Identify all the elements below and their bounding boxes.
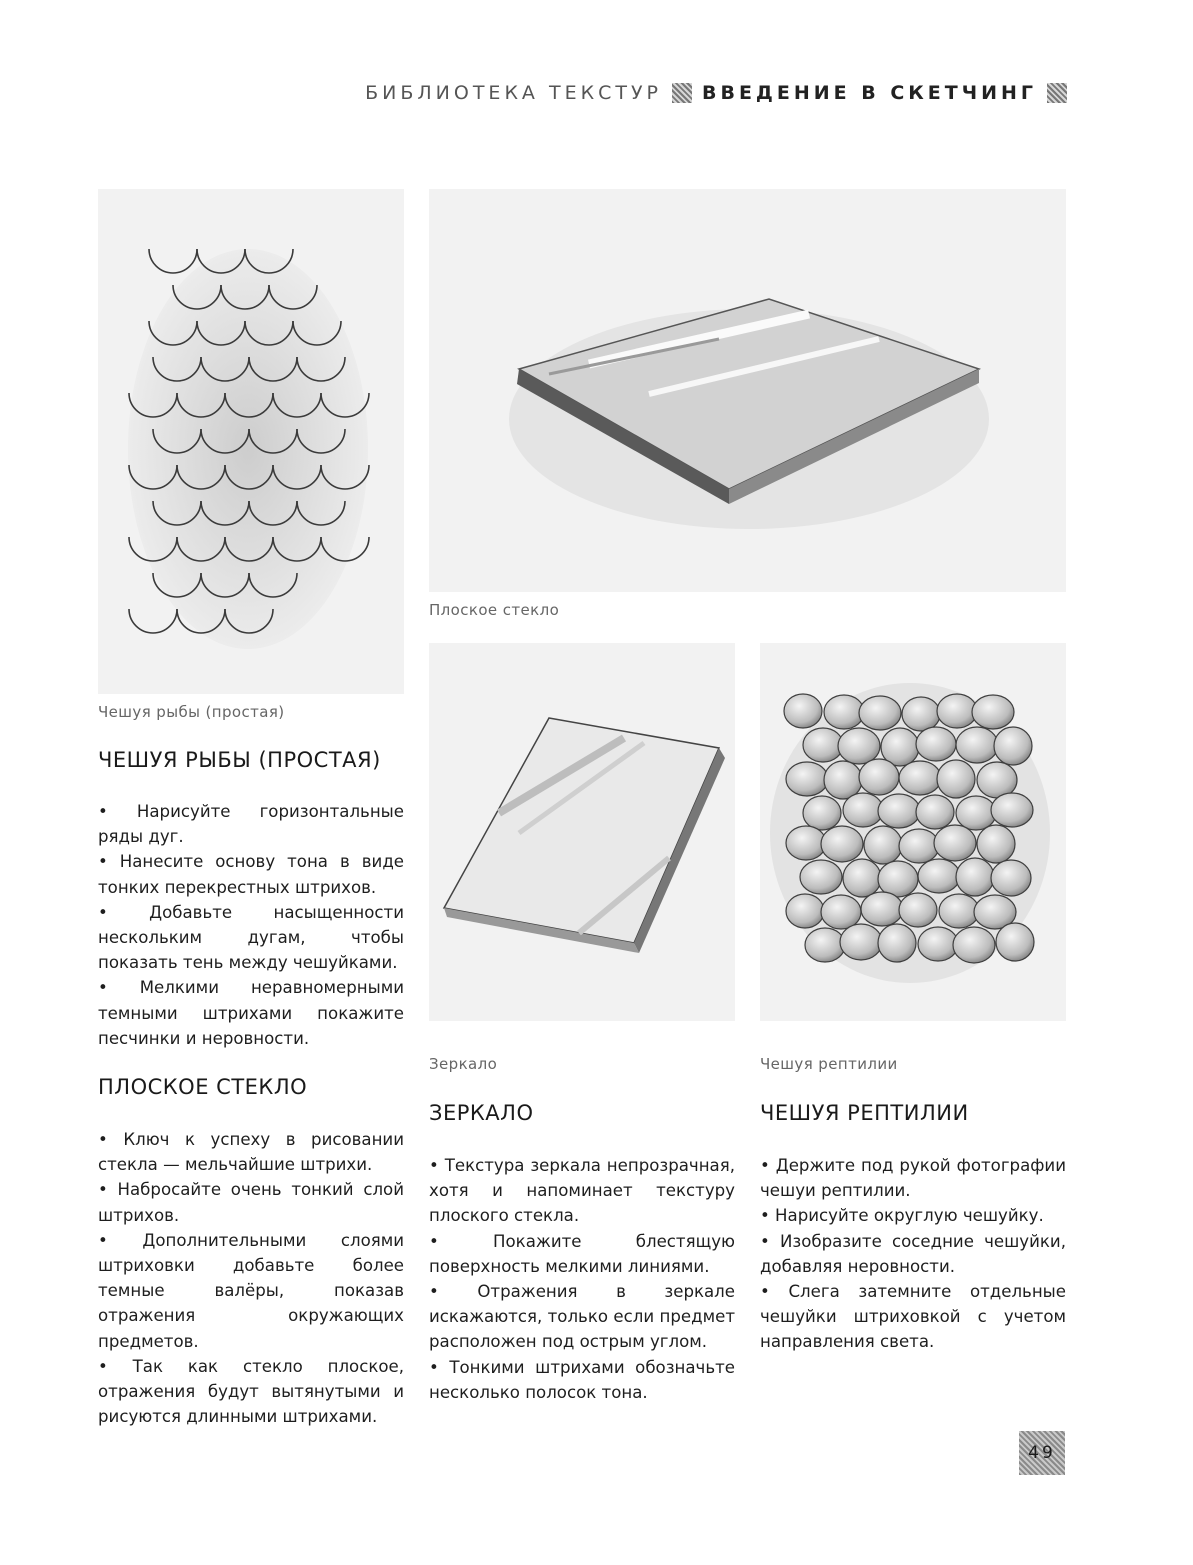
- reptile-scale: [902, 697, 940, 731]
- list-item: • Нарисуйте округлую чешуйку.: [760, 1206, 1044, 1226]
- reptile-scale: [805, 928, 845, 962]
- fish-scales-caption: Чешуя рыбы (простая): [98, 703, 285, 721]
- reptile-scale: [953, 927, 995, 963]
- reptile-scale: [916, 727, 956, 761]
- list-item: • Держите под рукой фотографии чешуи рептилии.: [760, 1156, 1066, 1201]
- reptile-scale: [934, 825, 976, 861]
- reptile-scale: [843, 859, 881, 897]
- reptile-scale: [899, 893, 937, 927]
- list-item: • Изобразите соседние чешуйки, добавляя неровности.: [760, 1231, 1066, 1276]
- reptile-scale: [821, 826, 863, 862]
- reptile-scale: [956, 796, 996, 830]
- reptile-scale: [859, 759, 899, 795]
- reptile-scales-steps: [760, 1153, 1066, 1355]
- flat-glass-caption: Плоское стекло: [429, 601, 560, 619]
- hatch-square-icon: [672, 83, 692, 103]
- reptile-scale: [977, 825, 1015, 863]
- reptile-scale: [994, 727, 1032, 765]
- list-item: • Добавьте насыщенности нескольким дугам, чтобы показать тень между чешуйками.: [98, 902, 404, 973]
- reptile-scale: [918, 927, 958, 961]
- list-item: • Мелкими неравномерными темными штрихами покажите песчинки и неровности.: [98, 978, 404, 1048]
- reptile-scale: [956, 858, 994, 896]
- reptile-scale: [878, 794, 920, 828]
- reptile-scale: [996, 923, 1034, 961]
- reptile-scales-illustration: [760, 643, 1066, 1021]
- list-item: • Отражения в зеркале искажаются, только если предмет расположен под острым углом.: [429, 1282, 735, 1352]
- header-section: БИБЛИОТЕКА ТЕКСТУР: [365, 82, 662, 104]
- reptile-scale: [843, 793, 883, 827]
- page-number: 49: [1019, 1431, 1065, 1475]
- reptile-scale: [916, 795, 954, 829]
- mirror-drawing: [429, 643, 735, 1021]
- reptile-scale: [824, 761, 862, 799]
- reptile-scale: [821, 895, 861, 929]
- reptile-scale: [840, 924, 882, 960]
- reptile-scale: [899, 761, 941, 795]
- mirror-illustration: [429, 643, 735, 1021]
- reptile-scales-drawing: [760, 643, 1066, 1021]
- reptile-scale: [786, 894, 824, 928]
- list-item: • Текстура зеркала непрозрачная, хотя и напоминает текстуру плоского стекла.: [429, 1156, 735, 1226]
- reptile-scale: [784, 694, 822, 728]
- list-item: • Тонкими штрихами обозначьте несколько полосок тона.: [429, 1357, 735, 1402]
- reptile-scale: [800, 860, 842, 894]
- list-item: • Нанесите основу тона в виде тонких перекрестных штрихов.: [98, 852, 404, 897]
- reptile-scale: [864, 826, 902, 864]
- scale-arc: [149, 249, 197, 273]
- reptile-scale: [824, 695, 864, 729]
- reptile-scale: [937, 760, 975, 798]
- reptile-scale: [937, 694, 977, 728]
- mirror-heading: ЗЕРКАЛО: [429, 1101, 534, 1125]
- list-item: • Нарисуйте горизонтальные ряды дуг.: [98, 802, 404, 847]
- list-item: • Слега затемните отдельные чешуйки штриховкой с учетом направления света.: [760, 1282, 1066, 1352]
- reptile-scale: [972, 695, 1014, 729]
- reptile-scale: [956, 727, 998, 763]
- reptile-scale: [991, 793, 1033, 827]
- mirror-steps: [429, 1153, 735, 1405]
- list-item: • Так как стекло плоское, отражения будут вытянутыми и рисуются длинными штрихами.: [98, 1356, 404, 1427]
- flat-glass-heading: ПЛОСКОЕ СТЕКЛО: [98, 1075, 308, 1099]
- flat-glass-steps: [98, 1127, 404, 1429]
- reptile-scale: [939, 894, 979, 928]
- reptile-scale: [899, 829, 939, 863]
- list-item: • Набросайте очень тонкий слой штрихов.: [98, 1180, 404, 1225]
- mirror-caption: Зеркало: [429, 1055, 498, 1073]
- fish-scales-heading: ЧЕШУЯ РЫБЫ (ПРОСТАЯ): [98, 748, 381, 772]
- running-header: [365, 82, 1067, 104]
- reptile-scale: [878, 924, 916, 962]
- list-item: • Покажите блестящую поверхность мелкими линиями.: [429, 1231, 735, 1276]
- reptile-scale: [786, 826, 826, 860]
- reptile-scale: [803, 728, 843, 762]
- reptile-scale: [859, 696, 901, 730]
- reptile-scale: [786, 762, 828, 796]
- reptile-scale: [918, 859, 960, 893]
- list-item: • Ключ к успеху в рисовании стекла — мельчайшие штрихи.: [98, 1130, 404, 1175]
- scale-arc: [129, 609, 177, 633]
- fish-scales-illustration: [98, 189, 404, 694]
- reptile-scale: [803, 796, 841, 830]
- fish-scales-steps: [98, 799, 404, 1051]
- reptile-scales-caption: Чешуя рептилии: [760, 1055, 898, 1073]
- reptile-scale: [861, 892, 903, 926]
- reptile-scale: [838, 728, 880, 764]
- header-chapter: ВВЕДЕНИЕ В СКЕТЧИНГ: [701, 82, 1037, 104]
- flat-glass-drawing: [429, 189, 1066, 592]
- reptile-scales-heading: ЧЕШУЯ РЕПТИЛИИ: [760, 1101, 969, 1125]
- hatch-square-icon: [1047, 83, 1067, 103]
- list-item: • Дополнительными слоями штриховки добавьте более темные валёры, показав отражения окружающих предметов.: [98, 1230, 404, 1351]
- reptile-scale: [991, 860, 1031, 896]
- fish-scales-drawing: [98, 189, 404, 694]
- flat-glass-illustration: [429, 189, 1066, 592]
